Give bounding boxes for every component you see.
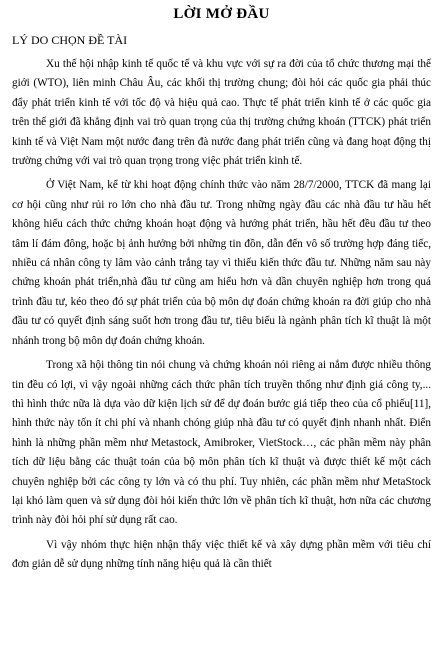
page-title: LỜI MỞ ĐẦU bbox=[173, 6, 270, 22]
section-heading: LÝ DO CHỌN ĐỀ TÀI bbox=[12, 33, 128, 47]
paragraph-4: Vì vậy nhóm thực hiện nhận thấy việc thiết kế và xây dựng phần mềm với tiêu chí đơn giản dễ sử dụng những tính năng hiệu quả là cần thiết bbox=[12, 538, 431, 571]
paragraph-3: Trong xã hội thông tin nói chung và chứng khoán nói riêng ai nắm được nhiều thông tin đều có lợi, vì vậy ngoài những cách thức phân tích truyền thống như định giá công ty,... thì hình thức nữa là dựa vào dữ kiện lịch sử để dự đoán bước giá tiếp theo của cổ phiếu[11], hình thức này tốn ít chi phí và nhanh chóng giúp nhà đầu tư có quyết định nhanh nhất. Điển hình là những phần mềm như Metastock, Amibroker, VietStock…, các phần mềm này phân tích dữ liệu bằng các thuật toán của bộ môn phân tích kĩ thuật và được thiết kế một cách chuyên nghiệp bởi các công ty lớn và có thu phí. Tuy nhiên, các phần mềm như MetaStock lại khó làm quen và sử dụng đòi hỏi kiến thức lớn về phân tích kĩ thuật, hơn nữa các chương trình này đòi hỏi phí sử dụng rất cao. bbox=[12, 359, 431, 527]
paragraph-1: Xu thế hội nhập kinh tế quốc tế và khu vực với sự ra đời của tổ chức thương mại thế giới (WTO), liên minh Châu Âu, các khối thị trường chung; đòi hỏi các quốc gia phải thúc đẩy phát triển kinh tế với tốc độ và hiệu quả cao. Thực tế phát triển kinh tế ở các quốc gia trên thế giới đã khẳng định vai trò quan trọng của thị trường chứng khoán (TTCK) phát triển kinh tế và Việt Nam một nước đang trên đà nước đang phát triển cũng và đang hoạt động thị trường chứng với vai trò quan trọng trong việc phát triển kinh tế. bbox=[12, 58, 431, 168]
paragraph-2: Ở Việt Nam, kể từ khi hoạt động chính thức vào năm 28/7/2000, TTCK đã mang lại cơ hội cũng như rủi ro lớn cho nhà đầu tư. Trong những ngày đầu các nhà đầu tư hầu hết không hiểu cách thức chứng khoán hoạt động và hướng phát triển, hầu hết đều đầu tư theo tâm lí đám đông, hoặc bị ảnh hưởng bởi những tin đồn, dẫn đến vô số trường hợp đáng tiếc, nhiều cá nhân công ty lâm vào cảnh trắng tay vì thiếu kiến thức đầu tư. Những năm sau này chứng khoán phát triển,nhà đầu tư cũng am hiểu hơn và dần chuyên nghiệp hơn trong quá trình đầu tư, kéo theo đó sự phát triển của bộ môn dự đoán chứng khoán ra đời giúp cho nhà đầu tư có quyết định sáng suốt hơn trong đầu tư, tiêu biểu là ngành phân tích kĩ thuật là một nhánh trong bộ môn dự đoán chứng khoán. bbox=[12, 179, 431, 347]
